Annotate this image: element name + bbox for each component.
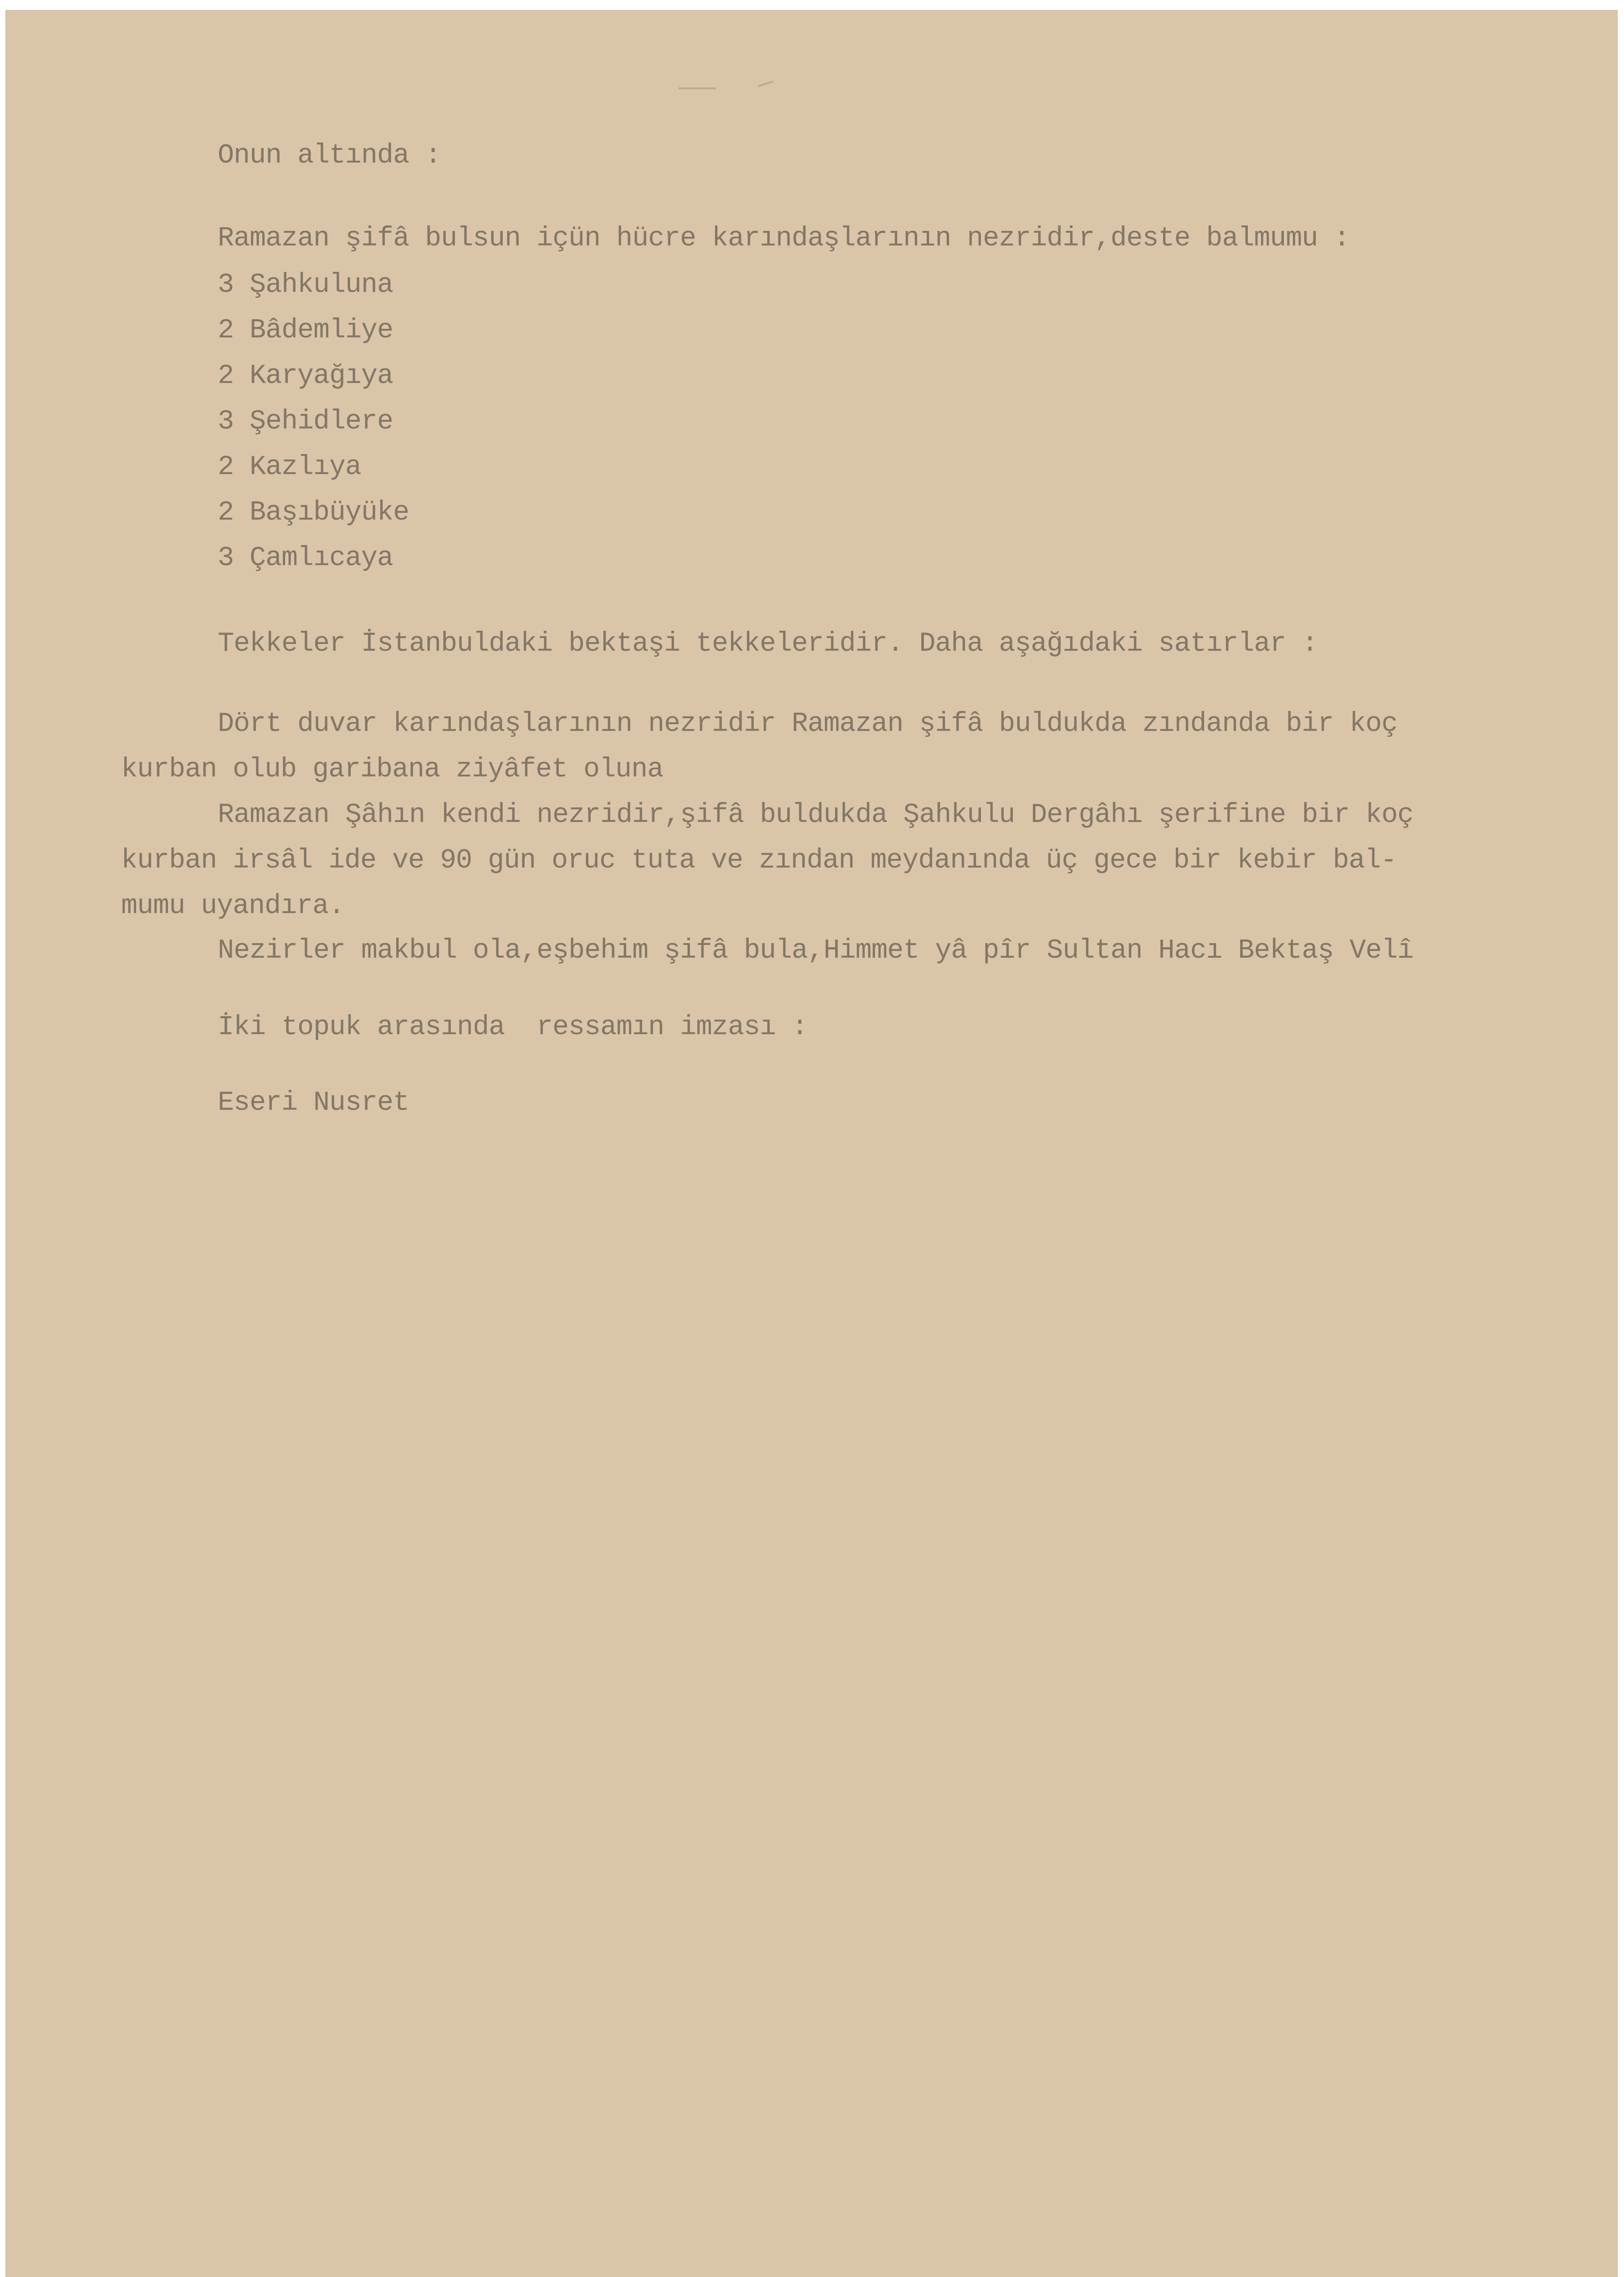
signature-intro: İki topuk arasında ressamın imzası : — [218, 1012, 808, 1043]
paper-sheet — [5, 10, 1618, 2277]
list-item: 2 Bâdemliye — [218, 315, 393, 346]
list-item: 3 Şehidlere — [218, 406, 393, 437]
paragraph-line: Ramazan Şâhın kendi nezridir,şifâ buldukda Şahkulu Dergâhı şerifine bir koç — [218, 800, 1414, 831]
list-item: 2 Başıbüyüke — [218, 497, 409, 528]
paragraph-line: Dört duvar karındaşlarının nezridir Ramazan şifâ buldukda zındanda bir koç — [218, 709, 1398, 740]
paragraph-line: kurban olub garibana ziyâfet oluna — [121, 754, 664, 785]
heading: Onun altında : — [218, 140, 441, 171]
stray-mark — [679, 87, 716, 89]
paragraph-line: mumu uyandıra. — [121, 891, 345, 922]
signature-line: Eseri Nusret — [218, 1087, 409, 1118]
paragraph-line: Nezirler makbul ola,eşbehim şifâ bula,Himmet yâ pîr Sultan Hacı Bektaş Velî — [218, 935, 1414, 966]
paragraph-line: kurban irsâl ide ve 90 gün oruc tuta ve zından meydanında üç gece bir kebir bal- — [121, 845, 1397, 876]
list-item: 2 Kazlıya — [218, 452, 362, 483]
note-line: Tekkeler İstanbuldaki bektaşi tekkeleridir. Daha aşağıdaki satırlar : — [218, 628, 1318, 659]
stray-mark — [758, 81, 773, 87]
list-item: 2 Karyağıya — [218, 361, 393, 392]
intro-line: Ramazan şifâ bulsun içün hücre karındaşlarının nezridir,deste balmumu : — [218, 223, 1350, 254]
list-item: 3 Çamlıcaya — [218, 543, 393, 574]
list-item: 3 Şahkuluna — [218, 270, 393, 301]
